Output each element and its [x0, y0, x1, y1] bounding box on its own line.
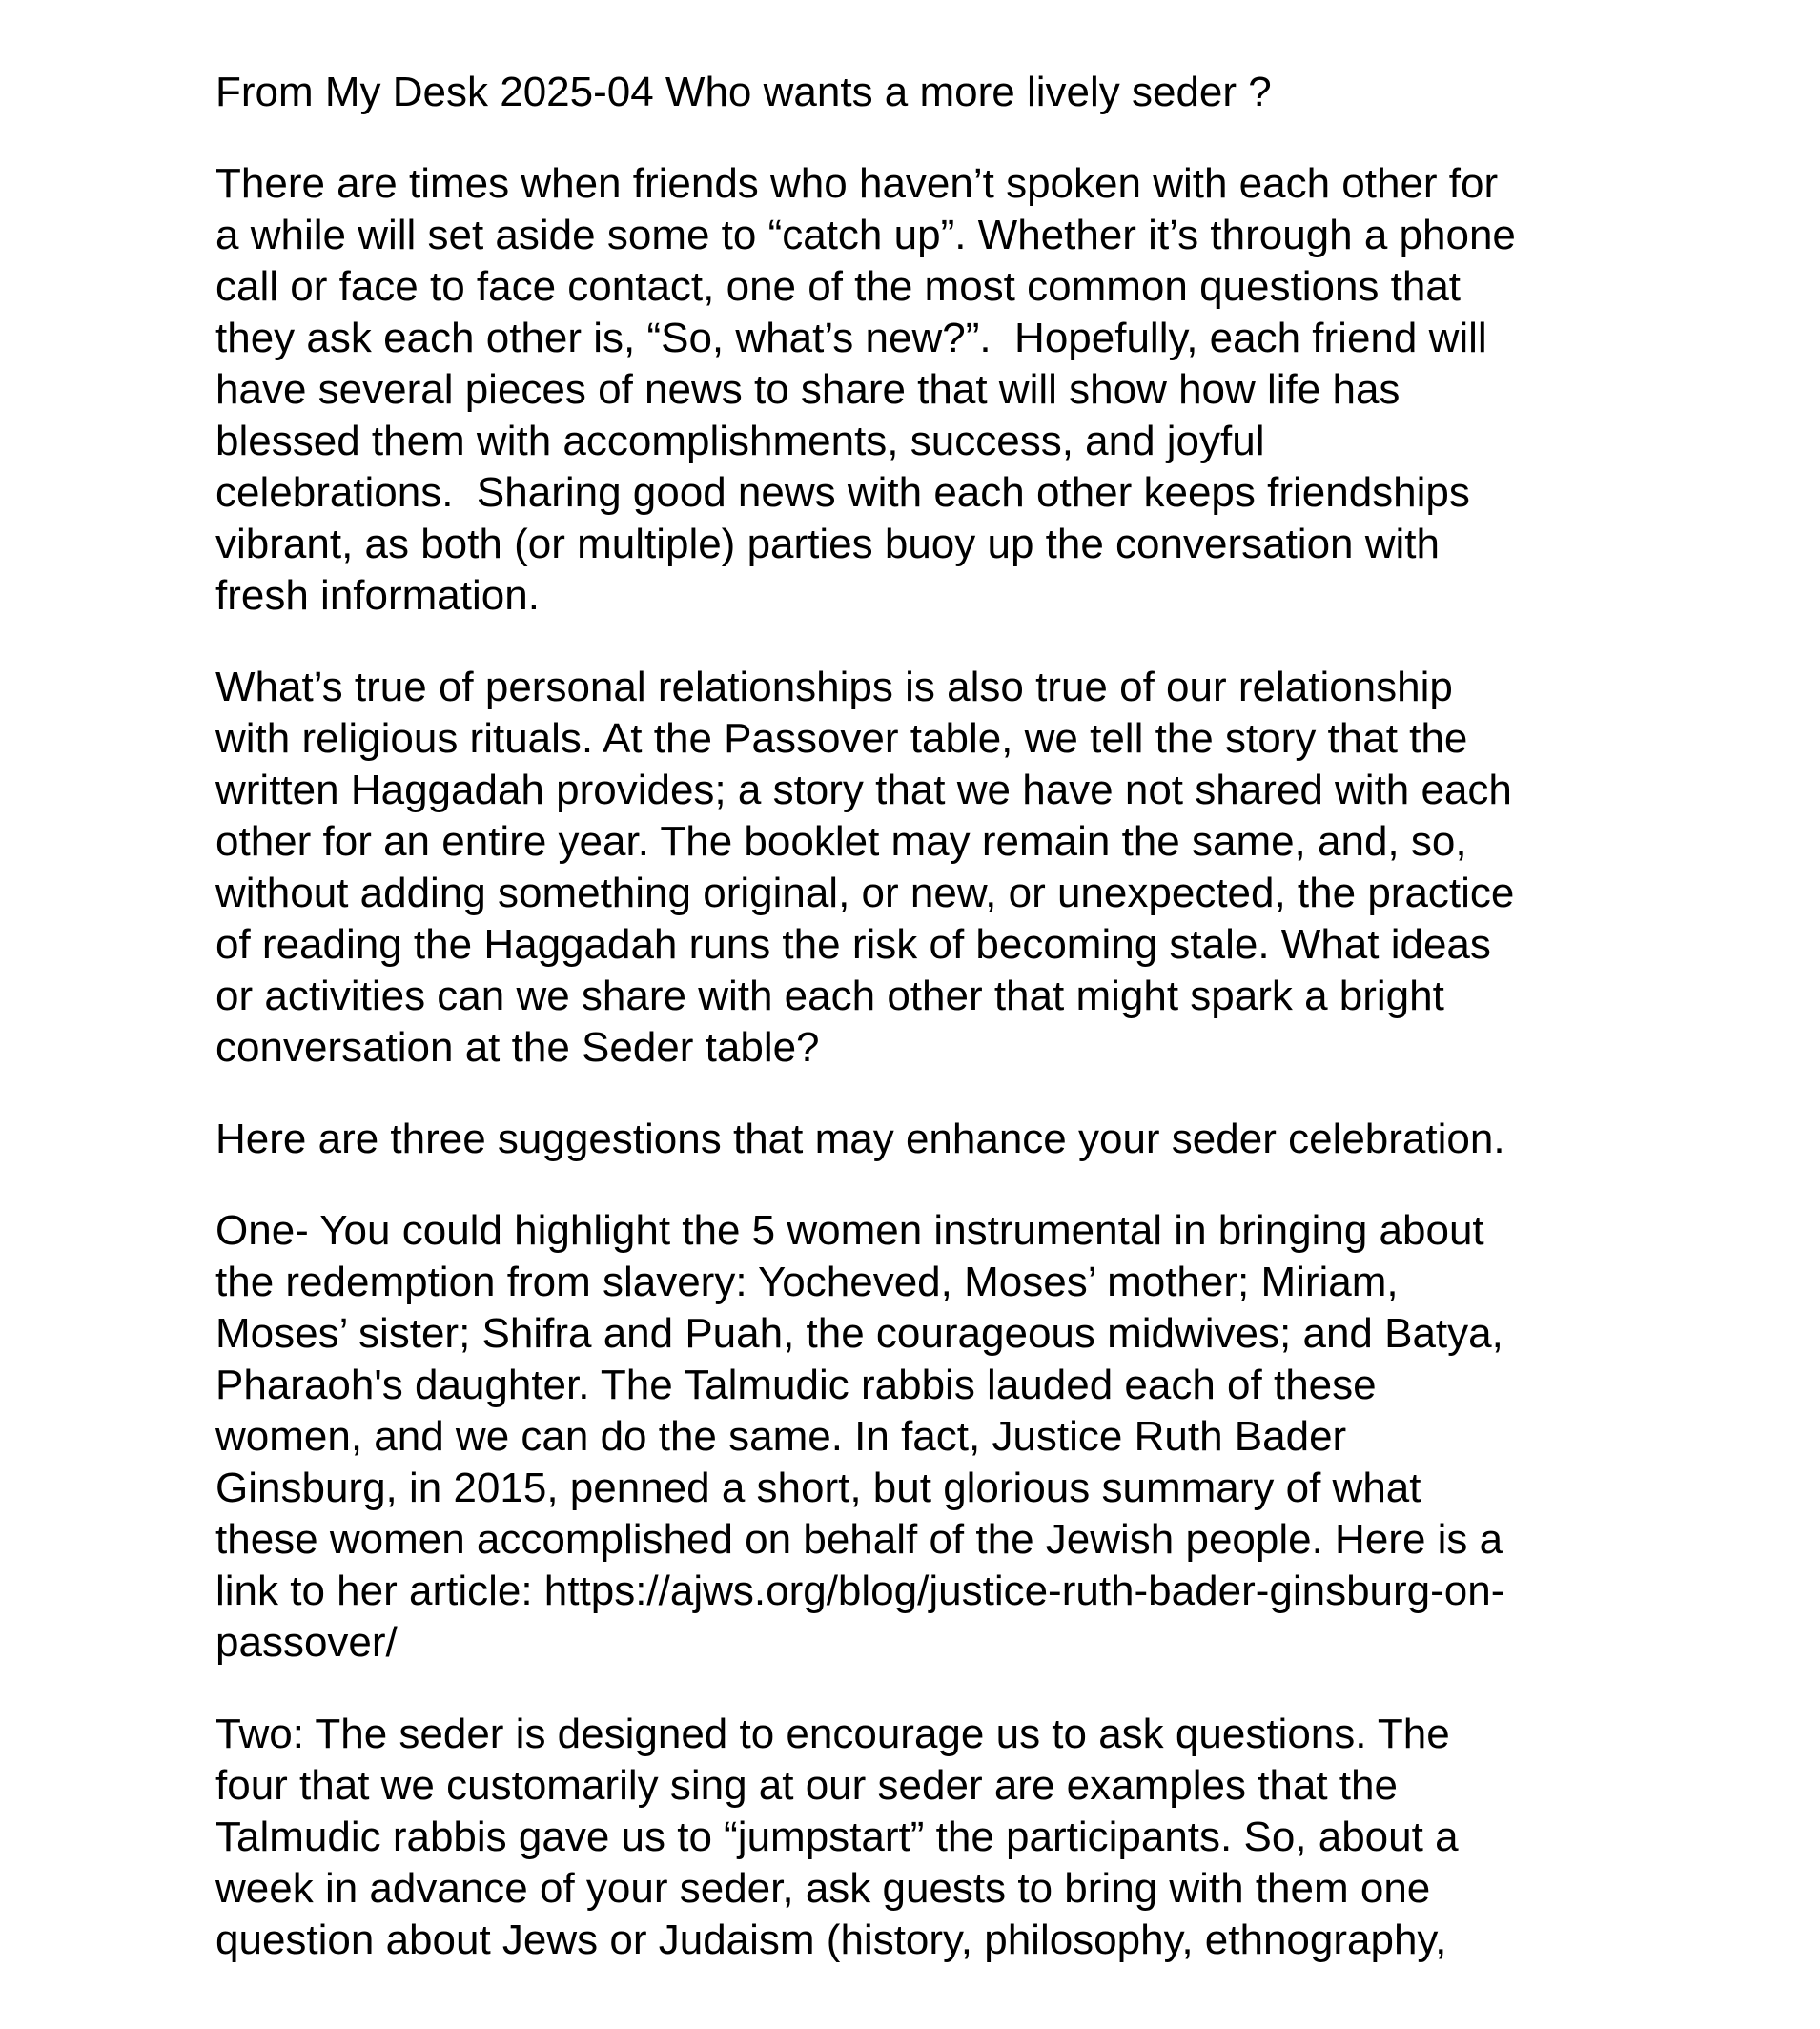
text-line: blessed them with accomplishments, success, and joyful — [215, 418, 1265, 464]
text-line: Here are three suggestions that may enhance your seder celebration. — [215, 1116, 1505, 1162]
text-line: a while will set aside some to “catch up”. Whether it’s through a phone — [215, 212, 1516, 258]
text-line: of reading the Haggadah runs the risk of becoming stale. What ideas — [215, 921, 1491, 968]
paragraph — [215, 158, 1626, 622]
paragraph — [215, 662, 1626, 1074]
document-page — [215, 67, 1626, 2006]
paragraph — [215, 1709, 1626, 1966]
text-line: What’s true of personal relationships is also true of our relationship — [215, 664, 1453, 710]
paragraph — [215, 1114, 1626, 1165]
document-body — [215, 158, 1626, 1966]
text-line: without adding something original, or new, or unexpected, the practice — [215, 870, 1515, 916]
text-line: fresh information. — [215, 572, 540, 619]
text-line: call or face to face contact, one of the most common questions that — [215, 263, 1462, 310]
text-line: Moses’ sister; Shifra and Puah, the courageous midwives; and Batya, — [215, 1310, 1503, 1357]
text-line: vibrant, as both (or multiple) parties buoy up the conversation with — [215, 521, 1440, 567]
text-line: with religious rituals. At the Passover table, we tell the story that the — [215, 715, 1468, 762]
paragraph — [215, 1205, 1626, 1669]
document-title: From My Desk 2025-04 Who wants a more lively seder ? — [215, 69, 1272, 115]
text-line: There are times when friends who haven’t spoken with each other for — [215, 160, 1499, 207]
text-line: One- You could highlight the 5 women instrumental in bringing about — [215, 1207, 1484, 1254]
text-line: four that we customarily sing at our seder are examples that the — [215, 1762, 1398, 1809]
text-line: Talmudic rabbis gave us to “jumpstart” the participants. So, about a — [215, 1814, 1459, 1860]
text-line: these women accomplished on behalf of the Jewish people. Here is a — [215, 1516, 1503, 1563]
text-line: the redemption from slavery: Yocheved, Moses’ mother; Miriam, — [215, 1259, 1399, 1305]
text-line: women, and we can do the same. In fact, Justice Ruth Bader — [215, 1413, 1347, 1460]
text-line: they ask each other is, “So, what’s new?”. Hopefully, each friend will — [215, 315, 1487, 361]
text-line: link to her article: https://ajws.org/blog/justice-ruth-bader-ginsburg-on- — [215, 1568, 1505, 1614]
text-line: celebrations. Sharing good news with each other keeps friendships — [215, 469, 1470, 516]
text-line: written Haggadah provides; a story that we have not shared with each — [215, 767, 1512, 813]
text-line: Pharaoh's daughter. The Talmudic rabbis lauded each of these — [215, 1362, 1377, 1408]
text-line: Two: The seder is designed to encourage us to ask questions. The — [215, 1711, 1450, 1757]
text-line: other for an entire year. The booklet may remain the same, and, so, — [215, 818, 1467, 865]
text-line: or activities can we share with each other that might spark a bright — [215, 973, 1444, 1019]
text-line: have several pieces of news to share that will show how life has — [215, 366, 1401, 413]
text-line: passover/ — [215, 1619, 398, 1666]
text-line: week in advance of your seder, ask guests to bring with them one — [215, 1865, 1431, 1912]
text-line: conversation at the Seder table? — [215, 1024, 820, 1071]
text-line: Ginsburg, in 2015, penned a short, but glorious summary of what — [215, 1465, 1421, 1511]
text-line: question about Jews or Judaism (history, philosophy, ethnography, — [215, 1916, 1447, 1963]
